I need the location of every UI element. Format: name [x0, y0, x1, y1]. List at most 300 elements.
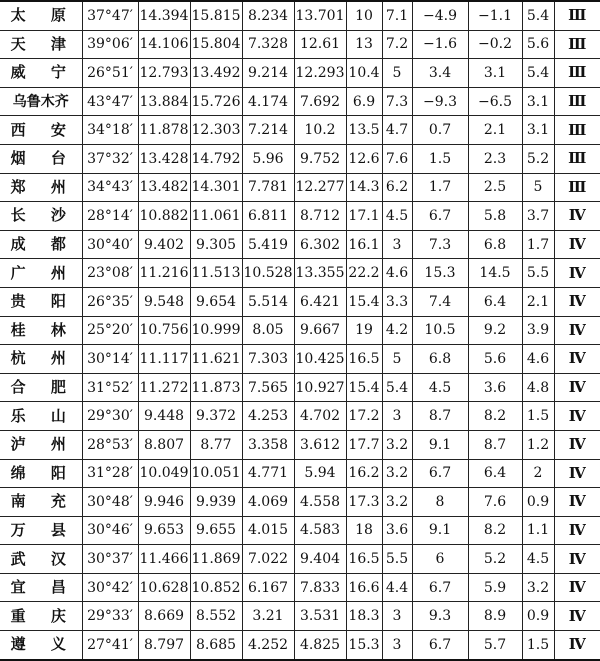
value-cell-8: 5.9: [468, 573, 522, 602]
city-name-cell: 遵 义: [0, 631, 82, 660]
value-cell-1: 8.797: [138, 631, 190, 660]
value-cell-7: 7.4: [412, 287, 468, 316]
value-cell-1: 11.272: [138, 373, 190, 402]
value-cell-7: 6.7: [412, 459, 468, 488]
value-cell-2: 9.939: [190, 488, 242, 517]
value-cell-5: 10: [346, 1, 382, 30]
value-cell-7: 15.3: [412, 259, 468, 288]
city-name-cell: 乐 山: [0, 402, 82, 431]
value-cell-2: 12.303: [190, 116, 242, 145]
value-cell-6: 7.3: [382, 87, 412, 116]
city-name-cell: 广 州: [0, 259, 82, 288]
value-cell-2: 10.051: [190, 459, 242, 488]
value-cell-2: 9.655: [190, 516, 242, 545]
value-cell-5: 18.3: [346, 602, 382, 631]
table-row: [0, 402, 600, 431]
value-cell-1: 11.216: [138, 259, 190, 288]
latitude-cell: 27°41′: [82, 631, 138, 660]
value-cell-7: 6.7: [412, 573, 468, 602]
value-cell-5: 12.6: [346, 144, 382, 173]
value-cell-8: 3.6: [468, 373, 522, 402]
value-cell-4: 4.558: [294, 488, 346, 517]
value-cell-8: 6.4: [468, 459, 522, 488]
table-row: [0, 30, 600, 59]
value-cell-8: 14.5: [468, 259, 522, 288]
value-cell-5: 16.2: [346, 459, 382, 488]
climate-zone-cell: Ⅳ: [554, 545, 600, 574]
value-cell-2: 10.999: [190, 316, 242, 345]
value-cell-8: 6.4: [468, 287, 522, 316]
value-cell-7: 10.5: [412, 316, 468, 345]
climate-zone-cell: Ⅲ: [554, 116, 600, 145]
value-cell-5: 6.9: [346, 87, 382, 116]
value-cell-8: 2.5: [468, 173, 522, 202]
table-row: [0, 545, 600, 574]
value-cell-3: 7.303: [242, 345, 294, 374]
value-cell-1: 10.049: [138, 459, 190, 488]
value-cell-5: 16.5: [346, 345, 382, 374]
value-cell-8: 8.2: [468, 516, 522, 545]
value-cell-9: 1.5: [522, 631, 554, 660]
value-cell-4: 4.583: [294, 516, 346, 545]
value-cell-7: −4.9: [412, 1, 468, 30]
value-cell-9: 1.7: [522, 230, 554, 259]
value-cell-6: 3.2: [382, 430, 412, 459]
climate-zone-cell: Ⅳ: [554, 573, 600, 602]
value-cell-2: 11.061: [190, 202, 242, 231]
latitude-cell: 34°43′: [82, 173, 138, 202]
city-name-cell: 绵 阳: [0, 459, 82, 488]
latitude-cell: 43°47′: [82, 87, 138, 116]
value-cell-9: 3.9: [522, 316, 554, 345]
city-name-cell: 万 县: [0, 516, 82, 545]
value-cell-2: 11.513: [190, 259, 242, 288]
value-cell-6: 6.2: [382, 173, 412, 202]
value-cell-8: 7.6: [468, 488, 522, 517]
climate-zone-cell: Ⅲ: [554, 1, 600, 30]
value-cell-4: 7.833: [294, 573, 346, 602]
value-cell-6: 4.2: [382, 316, 412, 345]
value-cell-4: 12.277: [294, 173, 346, 202]
value-cell-7: 9.3: [412, 602, 468, 631]
latitude-cell: 28°53′: [82, 430, 138, 459]
latitude-cell: 30°14′: [82, 345, 138, 374]
value-cell-6: 3.2: [382, 459, 412, 488]
value-cell-4: 9.667: [294, 316, 346, 345]
climate-zone-cell: Ⅳ: [554, 488, 600, 517]
climate-zone-cell: Ⅳ: [554, 316, 600, 345]
value-cell-7: 1.5: [412, 144, 468, 173]
value-cell-7: −9.3: [412, 87, 468, 116]
value-cell-1: 9.653: [138, 516, 190, 545]
value-cell-8: 8.9: [468, 602, 522, 631]
value-cell-9: 1.2: [522, 430, 554, 459]
value-cell-8: 3.1: [468, 59, 522, 88]
value-cell-3: 10.528: [242, 259, 294, 288]
city-name-cell: 郑 州: [0, 173, 82, 202]
value-cell-9: 3.1: [522, 87, 554, 116]
value-cell-4: 3.531: [294, 602, 346, 631]
value-cell-8: 8.7: [468, 430, 522, 459]
value-cell-4: 13.701: [294, 1, 346, 30]
value-cell-3: 7.565: [242, 373, 294, 402]
table-row: [0, 1, 600, 30]
city-name-cell: 桂 林: [0, 316, 82, 345]
value-cell-6: 3: [382, 230, 412, 259]
value-cell-3: 7.022: [242, 545, 294, 574]
table-body: [0, 1, 600, 660]
city-name-cell: 乌鲁木齐: [0, 87, 82, 116]
value-cell-7: 4.5: [412, 373, 468, 402]
climate-zone-cell: Ⅳ: [554, 345, 600, 374]
table-row: [0, 516, 600, 545]
latitude-cell: 30°48′: [82, 488, 138, 517]
latitude-cell: 29°30′: [82, 402, 138, 431]
value-cell-2: 11.621: [190, 345, 242, 374]
value-cell-7: 6.8: [412, 345, 468, 374]
value-cell-1: 13.884: [138, 87, 190, 116]
value-cell-7: 6.7: [412, 202, 468, 231]
city-name-cell: 烟 台: [0, 144, 82, 173]
value-cell-1: 13.482: [138, 173, 190, 202]
latitude-cell: 28°14′: [82, 202, 138, 231]
climate-zone-cell: Ⅳ: [554, 202, 600, 231]
value-cell-7: 0.7: [412, 116, 468, 145]
value-cell-6: 7.6: [382, 144, 412, 173]
value-cell-4: 6.302: [294, 230, 346, 259]
value-cell-6: 3.6: [382, 516, 412, 545]
latitude-cell: 30°40′: [82, 230, 138, 259]
value-cell-1: 9.548: [138, 287, 190, 316]
value-cell-6: 4.4: [382, 573, 412, 602]
value-cell-5: 19: [346, 316, 382, 345]
value-cell-6: 5.4: [382, 373, 412, 402]
value-cell-4: 10.2: [294, 116, 346, 145]
table-row: [0, 287, 600, 316]
latitude-cell: 26°51′: [82, 59, 138, 88]
city-name-cell: 威 宁: [0, 59, 82, 88]
value-cell-5: 13.5: [346, 116, 382, 145]
value-cell-4: 12.293: [294, 59, 346, 88]
value-cell-5: 22.2: [346, 259, 382, 288]
value-cell-8: −0.2: [468, 30, 522, 59]
table-row: [0, 144, 600, 173]
table-row: [0, 373, 600, 402]
city-name-cell: 成 都: [0, 230, 82, 259]
climate-zone-cell: Ⅳ: [554, 373, 600, 402]
value-cell-1: 8.807: [138, 430, 190, 459]
value-cell-2: 10.852: [190, 573, 242, 602]
value-cell-9: 3.7: [522, 202, 554, 231]
value-cell-7: 6: [412, 545, 468, 574]
value-cell-5: 16.6: [346, 573, 382, 602]
value-cell-9: 5: [522, 173, 554, 202]
value-cell-1: 9.946: [138, 488, 190, 517]
table-row: [0, 345, 600, 374]
value-cell-7: 8.7: [412, 402, 468, 431]
value-cell-5: 18: [346, 516, 382, 545]
table-row: [0, 259, 600, 288]
latitude-cell: 30°46′: [82, 516, 138, 545]
table-row: [0, 459, 600, 488]
climate-zone-cell: Ⅳ: [554, 631, 600, 660]
value-cell-2: 14.301: [190, 173, 242, 202]
value-cell-5: 15.4: [346, 373, 382, 402]
city-name-cell: 长 沙: [0, 202, 82, 231]
value-cell-1: 10.628: [138, 573, 190, 602]
value-cell-9: 4.6: [522, 345, 554, 374]
value-cell-7: 1.7: [412, 173, 468, 202]
city-name-cell: 贵 阳: [0, 287, 82, 316]
value-cell-6: 5.5: [382, 545, 412, 574]
value-cell-3: 7.781: [242, 173, 294, 202]
value-cell-3: 7.214: [242, 116, 294, 145]
city-name-cell: 天 津: [0, 30, 82, 59]
value-cell-9: 4.5: [522, 545, 554, 574]
value-cell-4: 7.692: [294, 87, 346, 116]
value-cell-1: 12.793: [138, 59, 190, 88]
value-cell-1: 14.106: [138, 30, 190, 59]
value-cell-7: −1.6: [412, 30, 468, 59]
latitude-cell: 37°47′: [82, 1, 138, 30]
latitude-cell: 30°37′: [82, 545, 138, 574]
value-cell-3: 8.05: [242, 316, 294, 345]
value-cell-2: 9.372: [190, 402, 242, 431]
table-row: [0, 573, 600, 602]
value-cell-1: 14.394: [138, 1, 190, 30]
city-name-cell: 南 充: [0, 488, 82, 517]
value-cell-8: −1.1: [468, 1, 522, 30]
value-cell-5: 16.1: [346, 230, 382, 259]
value-cell-5: 15.3: [346, 631, 382, 660]
value-cell-5: 13: [346, 30, 382, 59]
value-cell-2: 15.726: [190, 87, 242, 116]
value-cell-5: 16.5: [346, 545, 382, 574]
latitude-cell: 31°52′: [82, 373, 138, 402]
value-cell-8: −6.5: [468, 87, 522, 116]
value-cell-5: 10.4: [346, 59, 382, 88]
value-cell-5: 17.3: [346, 488, 382, 517]
city-name-cell: 重 庆: [0, 602, 82, 631]
value-cell-4: 10.425: [294, 345, 346, 374]
table-row: [0, 173, 600, 202]
climate-zone-cell: Ⅳ: [554, 430, 600, 459]
climate-zone-cell: Ⅳ: [554, 402, 600, 431]
value-cell-3: 6.167: [242, 573, 294, 602]
value-cell-6: 7.2: [382, 30, 412, 59]
climate-zone-cell: Ⅲ: [554, 173, 600, 202]
city-name-cell: 宜 昌: [0, 573, 82, 602]
value-cell-8: 2.3: [468, 144, 522, 173]
value-cell-9: 0.9: [522, 488, 554, 517]
value-cell-3: 4.015: [242, 516, 294, 545]
table-row: [0, 488, 600, 517]
value-cell-9: 5.5: [522, 259, 554, 288]
value-cell-3: 4.253: [242, 402, 294, 431]
value-cell-2: 8.77: [190, 430, 242, 459]
latitude-cell: 30°42′: [82, 573, 138, 602]
climate-zone-cell: Ⅲ: [554, 30, 600, 59]
value-cell-5: 17.2: [346, 402, 382, 431]
value-cell-6: 4.5: [382, 202, 412, 231]
value-cell-6: 3.3: [382, 287, 412, 316]
value-cell-2: 15.804: [190, 30, 242, 59]
value-cell-9: 5.4: [522, 1, 554, 30]
value-cell-9: 3.2: [522, 573, 554, 602]
climate-zone-cell: Ⅳ: [554, 230, 600, 259]
latitude-cell: 26°35′: [82, 287, 138, 316]
latitude-cell: 23°08′: [82, 259, 138, 288]
value-cell-1: 11.466: [138, 545, 190, 574]
latitude-cell: 25°20′: [82, 316, 138, 345]
value-cell-3: 5.96: [242, 144, 294, 173]
value-cell-8: 6.8: [468, 230, 522, 259]
table-row: [0, 116, 600, 145]
value-cell-8: 5.6: [468, 345, 522, 374]
value-cell-3: 9.214: [242, 59, 294, 88]
value-cell-3: 7.328: [242, 30, 294, 59]
value-cell-4: 5.94: [294, 459, 346, 488]
city-name-cell: 太 原: [0, 1, 82, 30]
value-cell-6: 3.2: [382, 488, 412, 517]
value-cell-2: 8.552: [190, 602, 242, 631]
value-cell-5: 17.7: [346, 430, 382, 459]
value-cell-9: 5.4: [522, 59, 554, 88]
value-cell-9: 0.9: [522, 602, 554, 631]
value-cell-3: 4.252: [242, 631, 294, 660]
value-cell-1: 9.402: [138, 230, 190, 259]
value-cell-5: 17.1: [346, 202, 382, 231]
value-cell-7: 8: [412, 488, 468, 517]
latitude-cell: 29°33′: [82, 602, 138, 631]
climate-zone-cell: Ⅳ: [554, 287, 600, 316]
value-cell-7: 6.7: [412, 631, 468, 660]
value-cell-1: 10.756: [138, 316, 190, 345]
value-cell-3: 4.174: [242, 87, 294, 116]
value-cell-7: 9.1: [412, 430, 468, 459]
city-name-cell: 西 安: [0, 116, 82, 145]
value-cell-5: 15.4: [346, 287, 382, 316]
value-cell-7: 9.1: [412, 516, 468, 545]
latitude-cell: 31°28′: [82, 459, 138, 488]
value-cell-2: 15.815: [190, 1, 242, 30]
value-cell-8: 5.8: [468, 202, 522, 231]
value-cell-3: 5.514: [242, 287, 294, 316]
table-row: [0, 59, 600, 88]
value-cell-9: 1.5: [522, 402, 554, 431]
value-cell-2: 9.654: [190, 287, 242, 316]
value-cell-4: 8.712: [294, 202, 346, 231]
value-cell-6: 5: [382, 59, 412, 88]
value-cell-8: 5.7: [468, 631, 522, 660]
value-cell-9: 5.6: [522, 30, 554, 59]
value-cell-9: 2: [522, 459, 554, 488]
value-cell-1: 9.448: [138, 402, 190, 431]
value-cell-4: 3.612: [294, 430, 346, 459]
value-cell-6: 3: [382, 602, 412, 631]
climate-zone-cell: Ⅳ: [554, 602, 600, 631]
value-cell-4: 9.752: [294, 144, 346, 173]
value-cell-4: 6.421: [294, 287, 346, 316]
climate-zone-cell: Ⅳ: [554, 459, 600, 488]
value-cell-3: 6.811: [242, 202, 294, 231]
value-cell-1: 11.878: [138, 116, 190, 145]
value-cell-7: 3.4: [412, 59, 468, 88]
value-cell-3: 3.358: [242, 430, 294, 459]
latitude-cell: 39°06′: [82, 30, 138, 59]
value-cell-9: 5.2: [522, 144, 554, 173]
value-cell-6: 4.7: [382, 116, 412, 145]
value-cell-4: 9.404: [294, 545, 346, 574]
value-cell-8: 9.2: [468, 316, 522, 345]
value-cell-3: 5.419: [242, 230, 294, 259]
value-cell-9: 3.1: [522, 116, 554, 145]
value-cell-5: 14.3: [346, 173, 382, 202]
value-cell-2: 14.792: [190, 144, 242, 173]
value-cell-6: 3: [382, 402, 412, 431]
value-cell-2: 9.305: [190, 230, 242, 259]
value-cell-9: 2.1: [522, 287, 554, 316]
value-cell-6: 4.6: [382, 259, 412, 288]
value-cell-1: 13.428: [138, 144, 190, 173]
value-cell-1: 11.117: [138, 345, 190, 374]
value-cell-8: 5.2: [468, 545, 522, 574]
value-cell-8: 2.1: [468, 116, 522, 145]
table-row: [0, 430, 600, 459]
value-cell-7: 7.3: [412, 230, 468, 259]
value-cell-4: 12.61: [294, 30, 346, 59]
climate-zone-cell: Ⅲ: [554, 59, 600, 88]
table-row: [0, 631, 600, 660]
table-row: [0, 230, 600, 259]
value-cell-2: 11.869: [190, 545, 242, 574]
city-name-cell: 杭 州: [0, 345, 82, 374]
value-cell-2: 8.685: [190, 631, 242, 660]
value-cell-6: 3: [382, 631, 412, 660]
climate-zone-cell: Ⅳ: [554, 516, 600, 545]
table-row: [0, 316, 600, 345]
climate-zone-cell: Ⅲ: [554, 144, 600, 173]
city-name-cell: 武 汉: [0, 545, 82, 574]
climate-zone-cell: Ⅳ: [554, 259, 600, 288]
value-cell-4: 13.355: [294, 259, 346, 288]
city-name-cell: 泸 州: [0, 430, 82, 459]
value-cell-6: 5: [382, 345, 412, 374]
value-cell-8: 8.2: [468, 402, 522, 431]
value-cell-4: 4.825: [294, 631, 346, 660]
city-name-cell: 合 肥: [0, 373, 82, 402]
value-cell-2: 11.873: [190, 373, 242, 402]
value-cell-9: 4.8: [522, 373, 554, 402]
value-cell-3: 3.21: [242, 602, 294, 631]
latitude-cell: 37°32′: [82, 144, 138, 173]
value-cell-9: 1.1: [522, 516, 554, 545]
value-cell-1: 8.669: [138, 602, 190, 631]
value-cell-4: 10.927: [294, 373, 346, 402]
value-cell-6: 7.1: [382, 1, 412, 30]
value-cell-2: 13.492: [190, 59, 242, 88]
value-cell-3: 4.771: [242, 459, 294, 488]
value-cell-3: 8.234: [242, 1, 294, 30]
table-row: [0, 202, 600, 231]
table-row: [0, 602, 600, 631]
value-cell-1: 10.882: [138, 202, 190, 231]
latitude-cell: 34°18′: [82, 116, 138, 145]
value-cell-3: 4.069: [242, 488, 294, 517]
climate-zone-cell: Ⅲ: [554, 87, 600, 116]
table-row: [0, 87, 600, 116]
value-cell-4: 4.702: [294, 402, 346, 431]
